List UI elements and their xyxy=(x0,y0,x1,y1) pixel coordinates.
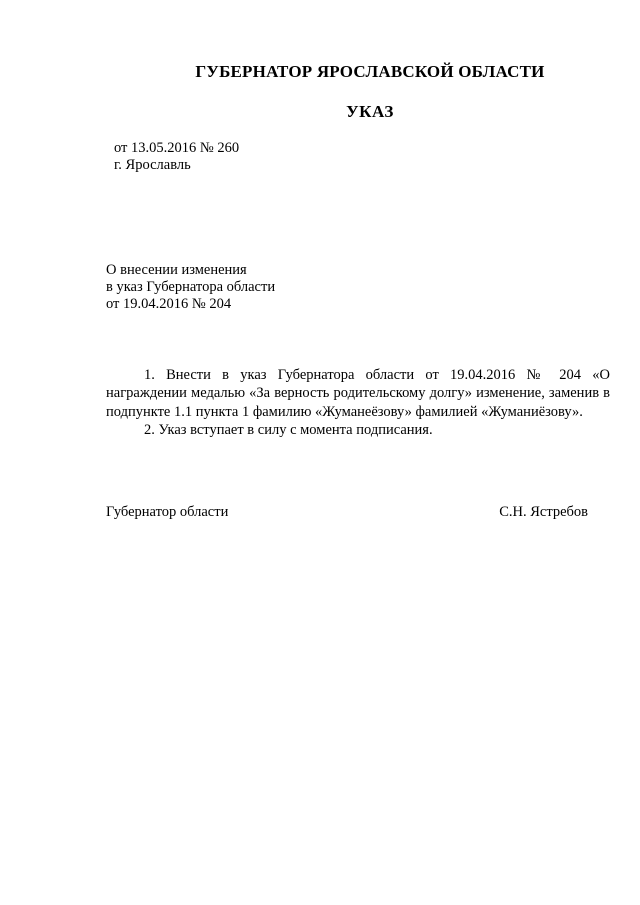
signature-name: С.Н. Ястребов xyxy=(499,504,588,520)
organization-title: ГУБЕРНАТОР ЯРОСЛАВСКОЙ ОБЛАСТИ xyxy=(195,62,545,81)
signature-position: Губернатор области xyxy=(106,504,229,520)
city: г. Ярославль xyxy=(114,157,191,173)
document-body xyxy=(106,366,610,439)
subject-line-3: от 19.04.2016 № 204 xyxy=(106,296,232,312)
signature-block xyxy=(106,504,588,521)
document-meta xyxy=(114,140,239,174)
subject-line-1: О внесении изменения xyxy=(106,262,247,278)
body-paragraph-1: 1. Внести в указ Губернатора области от 19.04.2016 № 204 «О награждении медалью «За верность родительскому долгу» изменение, заменив в подпункте 1.1 пункта 1 фамилию «Жуманеёзову» фамилией «Жуманиёзову». xyxy=(106,367,610,420)
date-number: от 13.05.2016 № 260 xyxy=(114,140,240,156)
document-subject xyxy=(106,262,275,313)
body-paragraph-2: 2. Указ вступает в силу с момента подписания. xyxy=(144,421,433,438)
document-type-title: УКАЗ xyxy=(346,102,394,121)
subject-line-2: в указ Губернатора области xyxy=(106,279,276,295)
